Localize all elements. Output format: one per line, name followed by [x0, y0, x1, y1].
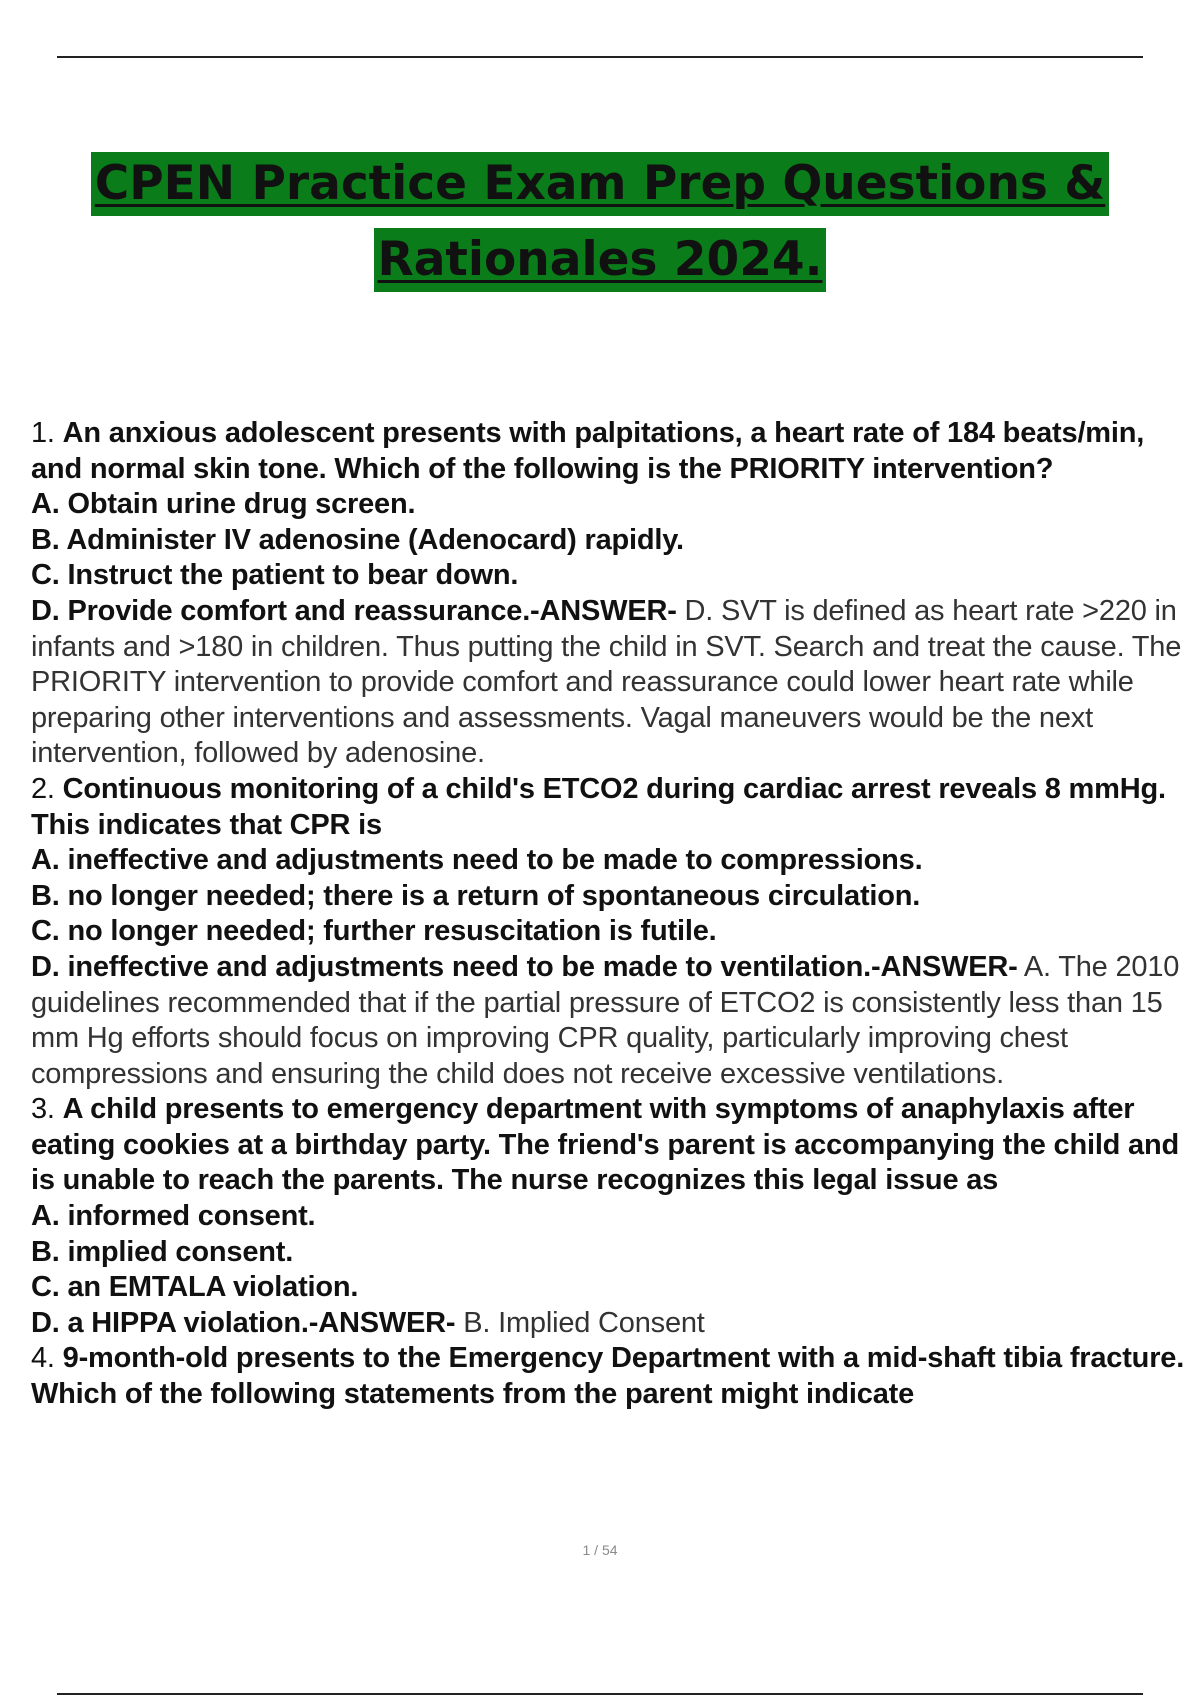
question-2-stem: [31, 772, 1197, 843]
option: C. no longer needed; further resuscitation is futile.: [31, 915, 717, 948]
page-indicator: 1 / 54: [582, 1542, 618, 1558]
question-1-stem: [31, 416, 1197, 487]
answer-line: [31, 950, 1197, 1092]
question-text: 9-month-old presents to the Emergency Department with a mid-shaft tibia fracture. Which of the following statements from the parent might indicate: [31, 1342, 1185, 1411]
answer-line: [31, 594, 1197, 772]
option: A. Obtain urine drug screen.: [31, 488, 416, 521]
option: D. Provide comfort and reassurance.-ANSWER-: [31, 594, 677, 627]
option: C. an EMTALA violation.: [31, 1271, 359, 1304]
question-number: 1.: [31, 417, 55, 449]
answer-rationale: A. The 2010 guidelines recommended that if the partial pressure of ETCO2 is consistently less than 15 mm Hg efforts should focus on improving CPR quality, particularly improving chest compressions and ensuring the child does not receive excessive ventilations.: [31, 950, 1180, 1090]
option: D. a HIPPA violation.-ANSWER-: [31, 1306, 456, 1339]
option: D. ineffective and adjustments need to be made to ventilation.-ANSWER-: [31, 950, 1018, 983]
option: B. Administer IV adenosine (Adenocard) rapidly.: [31, 523, 684, 556]
question-text: A child presents to emergency department with symptoms of anaphylaxis after eating cookies at a birthday party. The friend's parent is accompanying the child and is unable to reach the parents. The nurse recognizes this legal issue as: [31, 1093, 1180, 1197]
document-title: [0, 152, 1200, 292]
question-text: Continuous monitoring of a child's ETCO2 during cardiac arrest reveals 8 mmHg. This indicates that CPR is: [31, 772, 1166, 841]
bottom-rule: [57, 1693, 1143, 1695]
question-3-stem: [31, 1092, 1197, 1199]
question-number: 4.: [31, 1342, 55, 1375]
question-text: An anxious adolescent presents with palpitations, a heart rate of 184 beats/min, and normal skin tone. Which of the following is the PRIORITY intervention?: [31, 417, 1145, 485]
answer-line: [31, 1306, 1197, 1342]
option: C. Instruct the patient to bear down.: [31, 559, 519, 592]
question-number: 3.: [31, 1093, 55, 1126]
answer-rationale: B. Implied Consent: [463, 1306, 705, 1339]
option: A. ineffective and adjustments need to be made to compressions.: [31, 844, 923, 877]
option: B. no longer needed; there is a return of spontaneous circulation.: [31, 879, 921, 912]
question-number: 2.: [31, 772, 55, 805]
option: A. informed consent.: [31, 1200, 316, 1233]
top-rule: [57, 56, 1143, 58]
title-line-1: CPEN Practice Exam Prep Questions &: [91, 152, 1110, 216]
option: B. implied consent.: [31, 1235, 294, 1268]
title-line-2: Rationales 2024.: [374, 228, 827, 292]
question-4-stem: [31, 1341, 1197, 1412]
questions-body: [31, 416, 1197, 1413]
answer-rationale: D. SVT is defined as heart rate >220 in infants and >180 in children. Thus putting the child in SVT. Search and treat the cause. The PRIORITY intervention to provide comfort and reassurance could lower heart rate while preparing other interventions and assessments. Vagal maneuvers would be the next intervention, followed by adenosine.: [31, 594, 1182, 770]
